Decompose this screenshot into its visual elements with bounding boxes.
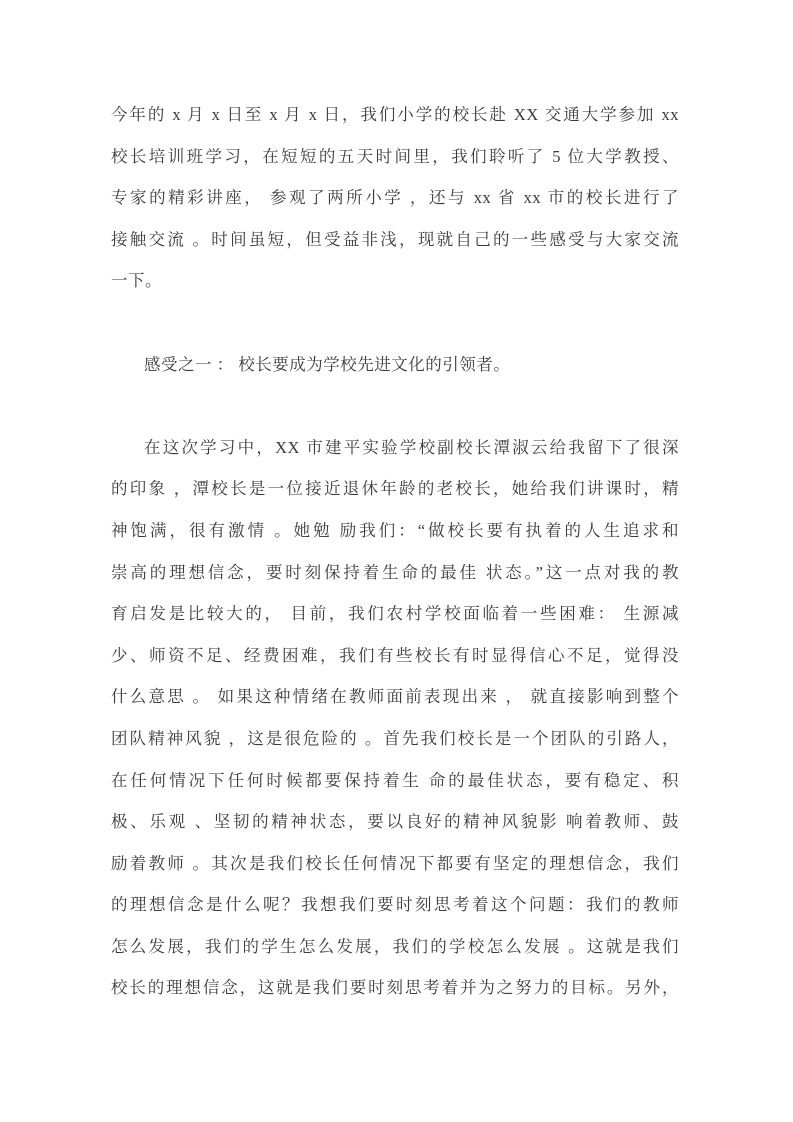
text-line: 什么意思 。 如果这种情绪在教师面前表现出来 ， 就直接影响到整个	[111, 687, 679, 707]
text-line: 的理想信念是什么呢？我想我们要时刻思考着这个问题：我们的教师	[111, 895, 679, 915]
document-content	[111, 94, 679, 1009]
text-line: 神饱满，很有激情 。她勉 励我们：“做校长要有执着的人生追求和	[111, 520, 679, 540]
text-line: 怎么发展，我们的学生怎么发展，我们的学校怎么发展 。这就是我们	[111, 936, 679, 956]
text-line: 专家的精彩讲座， 参观了两所小学 ，还与 xx 省 xx 市的校长进行了	[111, 188, 679, 208]
text-line: 在这次学习中，XX 市建平实验学校副校长潭淑云给我留下了很深	[144, 437, 679, 457]
text-line: 接触交流 。时间虽短，但受益非浅，现就自己的一些感受与大家交流	[111, 229, 679, 249]
text-line: 校长培训班学习，在短短的五天时间里，我们聆听了 5 位大学教授、	[111, 146, 679, 166]
text-line: 育启发是比较大的， 目前，我们农村学校面临着一些困难： 生源减	[111, 604, 679, 624]
text-line: 校长的理想信念，这就是我们要时刻思考着并为之努力的目标。另外，	[111, 978, 679, 998]
text-line: 在任何情况下任何时候都要保持着生 命的最佳状态，要有稳定、积	[111, 770, 679, 790]
text-line: 少、师资不足、经费困难，我们有些校长有时显得信心不足，觉得没	[111, 645, 679, 665]
paragraph-body-insight-1	[111, 427, 679, 1009]
text-line: 极、乐观 、坚韧的精神状态，要以良好的精神风貌影 响着教师、鼓	[111, 812, 679, 832]
text-line: 的印象 ，潭校长是一位接近退休年龄的老校长，她给我们讲课时，精	[111, 479, 679, 499]
text-line: 励着教师 。其次是我们校长任何情况下都要有坚定的理想信念，我们	[111, 853, 679, 873]
text-line: 一下。	[111, 271, 162, 291]
text-line: 团队精神风貌 ，这是很危险的 。首先我们校长是一个团队的引路人，	[111, 728, 679, 748]
heading-line: 感受之一 ： 校长要成为学校先进文化的引领者。	[144, 354, 511, 374]
text-line: 崇高的理想信念，要时刻保持着生命的最佳 状态。”这一点对我的教	[111, 562, 679, 582]
text-line: 今年的 x 月 x 日至 x 月 x 日，我们小学的校长赴 XX 交通大学参加 xx	[111, 105, 679, 124]
paragraph-heading-insight-1	[111, 344, 679, 386]
paragraph-intro	[111, 94, 679, 302]
